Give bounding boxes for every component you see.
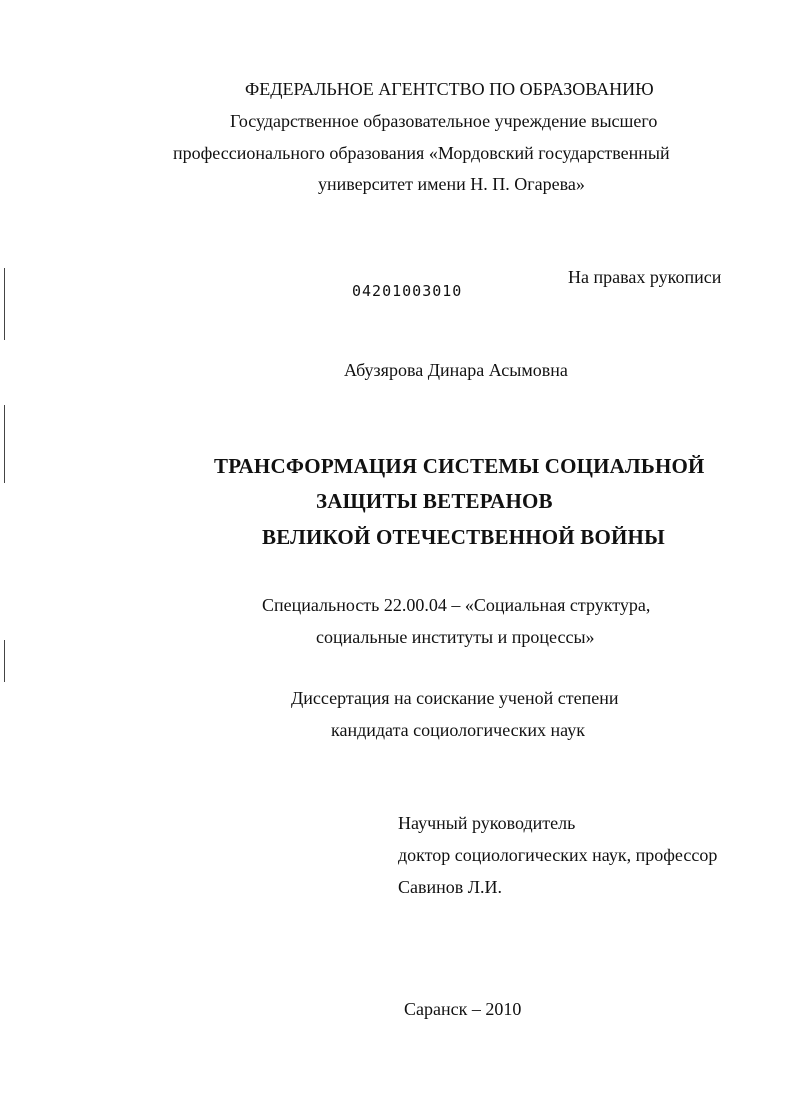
supervisor-name: Савинов Л.И. — [398, 877, 502, 897]
scan-artifact-line — [4, 405, 5, 483]
dissertation-title-line-3: ВЕЛИКОЙ ОТЕЧЕСТВЕННОЙ ВОЙНЫ — [262, 525, 665, 549]
institution-line-3: университет имени Н. П. Огарева» — [318, 174, 585, 194]
degree-line-2: кандидата социологических наук — [331, 720, 585, 740]
city-year: Саранск – 2010 — [404, 999, 522, 1019]
catalog-number: 04201003010 — [352, 282, 463, 300]
degree-line-1: Диссертация на соискание ученой степени — [291, 688, 619, 708]
dissertation-title-line-1: ТРАНСФОРМАЦИЯ СИСТЕМЫ СОЦИАЛЬНОЙ — [214, 454, 705, 478]
institution-line-2: профессионального образования «Мордовский государственный — [173, 143, 670, 163]
supervisor-degree: доктор социологических наук, профессор — [398, 845, 718, 865]
dissertation-title-line-2: ЗАЩИТЫ ВЕТЕРАНОВ — [316, 489, 553, 513]
supervisor-label: Научный руководитель — [398, 813, 576, 833]
author-name: Абузярова Динара Асымовна — [344, 360, 568, 380]
specialty-line-2: социальные институты и процессы» — [316, 627, 595, 647]
scan-artifact-line — [4, 640, 5, 682]
specialty-line-1: Специальность 22.00.04 – «Социальная структура, — [262, 595, 651, 615]
institution-line-1: Государственное образовательное учреждение высшего — [230, 111, 658, 131]
agency-name: ФЕДЕРАЛЬНОЕ АГЕНТСТВО ПО ОБРАЗОВАНИЮ — [245, 79, 654, 99]
scan-artifact-line — [4, 268, 5, 340]
manuscript-note: На правах рукописи — [568, 267, 722, 287]
